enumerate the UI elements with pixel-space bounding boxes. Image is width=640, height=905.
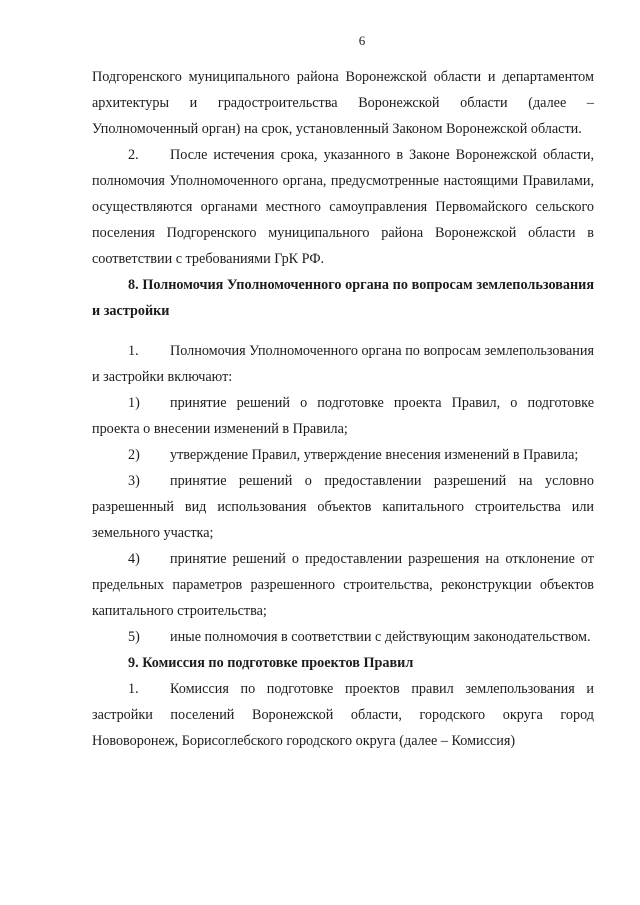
subitem-number: 5) <box>128 629 140 645</box>
section-8-item-1 <box>92 338 594 390</box>
section-8-title: 8. Полномочия Уполномоченного органа по вопросам землепользования и застройки <box>92 277 594 319</box>
section-9-item-1 <box>92 676 594 754</box>
subitem-text: принятие решений о подготовке проекта Правил, о подготовке проекта о внесении изменений в Правила; <box>92 395 594 437</box>
subitem-number: 4) <box>128 551 140 567</box>
section-9-item-1-number: 1. <box>128 681 139 697</box>
section-9-item-1-text: Комиссия по подготовке проектов правил землепользования и застройки поселений Воронежской области, городского округа город Нововоронеж, Борисоглебского городского округа (далее – Комиссия) <box>92 681 594 749</box>
paragraph-2-number: 2. <box>128 147 139 163</box>
page-number: 6 <box>358 33 366 48</box>
section-8-subitem-5 <box>92 624 594 650</box>
section-8-subitem-2 <box>92 442 594 468</box>
subitem-text: принятие решений о предоставлении разрешения на отклонение от предельных параметров разрешенного строительства, реконструкции объектов капитального строительства; <box>92 551 594 619</box>
subitem-number: 1) <box>128 395 140 411</box>
section-9-title: 9. Комиссия по подготовке проектов Правил <box>128 655 414 671</box>
document-body <box>92 64 594 754</box>
section-8-heading-block <box>92 272 594 324</box>
paragraph-2-text: После истечения срока, указанного в Законе Воронежской области, полномочия Уполномоченного органа, предусмотренные настоящими Правилами, осуществляются органами местного самоуправления Первомайского сельского поселения Подгоренского муниципального района Воронежской области в соответствии с требованиями ГрК РФ. <box>92 147 594 267</box>
section-8-subitem-1 <box>92 390 594 442</box>
section-8-item-1-text: Полномочия Уполномоченного органа по вопросам землепользования и застройки включают: <box>92 343 595 385</box>
subitem-text: принятие решений о предоставлении разрешений на условно разрешенный вид использования объектов капитального строительства или земельного участка; <box>92 473 594 541</box>
section-8-subitem-4 <box>92 546 594 624</box>
section-8-subitem-3 <box>92 468 594 546</box>
paragraph-2 <box>92 142 594 272</box>
subitem-number: 3) <box>128 473 140 489</box>
subitem-number: 2) <box>128 447 140 463</box>
paragraph-continuation: Подгоренского муниципального района Воронежской области и департаментом архитектуры и градостроительства Воронежской области (далее – Уполномоченный орган) на срок, установленный Законом Воронежской области. <box>92 69 594 137</box>
subitem-text: утверждение Правил, утверждение внесения изменений в Правила; <box>170 447 579 463</box>
section-8-item-1-number: 1. <box>128 343 139 359</box>
subitem-text: иные полномочия в соответствии с действующим законодательством. <box>170 629 591 645</box>
